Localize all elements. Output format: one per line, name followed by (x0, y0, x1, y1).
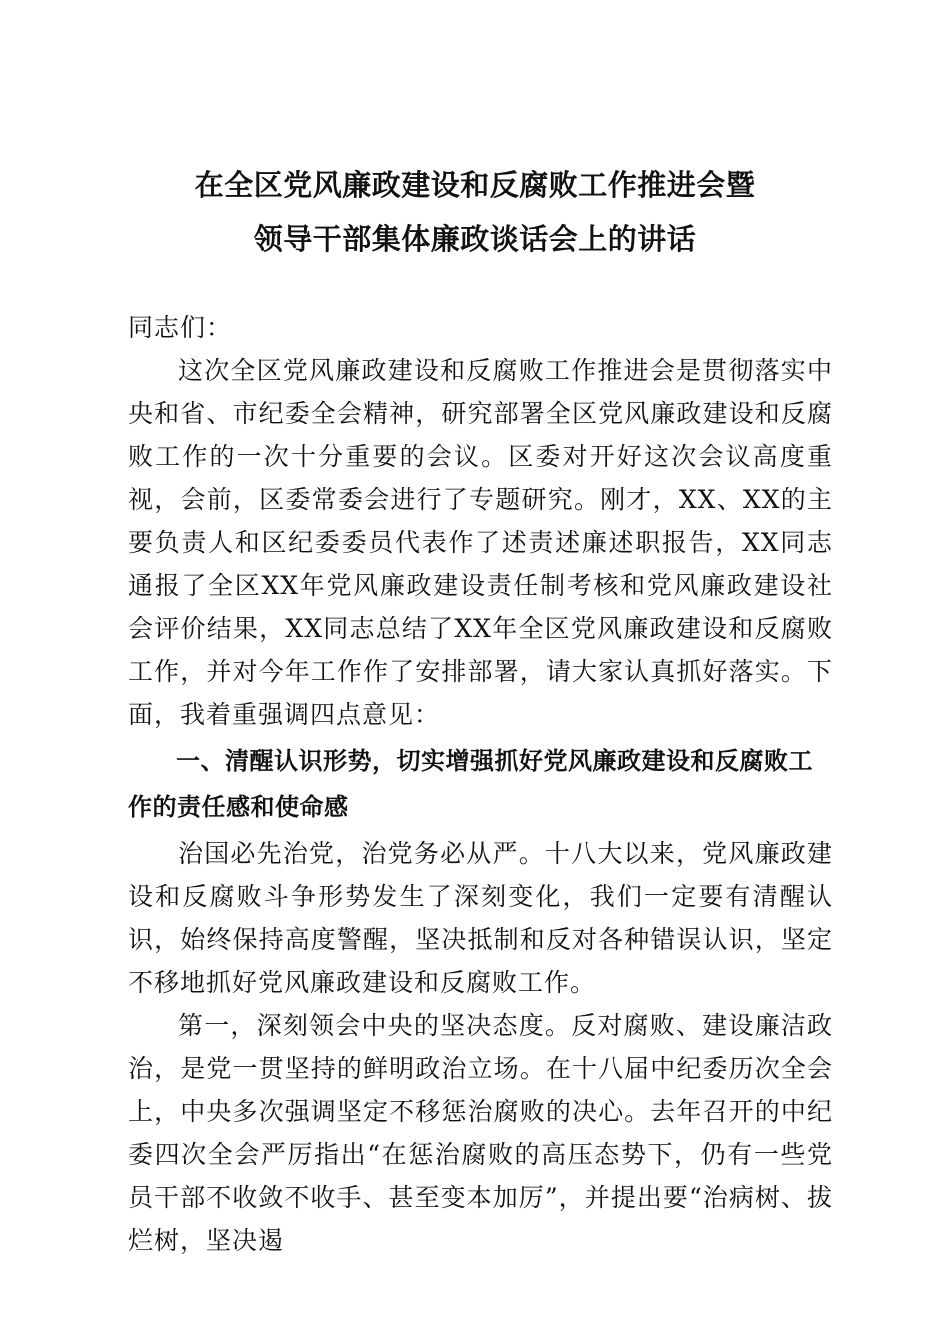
document-body (128, 306, 833, 1262)
intro-paragraph: 这次全区党风廉政建设和反腐败工作推进会是贯彻落实中央和省、市纪委全会精神，研究部署全区党风廉政建设和反腐败工作的一次十分重要的会议。区委对开好这次会议高度重视，会前，区委常委会进行了专题研究。刚才，XX、XX的主要负责人和区纪委委员代表作了述责述廉述职报告，XX同志通报了全区XX年党风廉政建设责任制考核和党风廉政建设社会评价结果，XX同志总结了XX年全区党风廉政建设和反腐败工作，并对今年工作作了安排部署，请大家认真抓好落实。下面，我着重强调四点意见： (128, 356, 833, 729)
section-heading: 一、清醒认识形势，切实增强抓好党风廉政建设和反腐败工作的责任感和使命感 (128, 747, 813, 821)
greeting: 同志们： (128, 313, 233, 342)
body-paragraph: 第一，深刻领会中央的坚决态度。反对腐败、建设廉洁政治，是党一贯坚持的鲜明政治立场。在十八届中纪委历次全会上，中央多次强调坚定不移惩治腐败的决心。去年召开的中纪委四次全会严厉指出“在惩治腐败的高压态势下，仍有一些党员干部不收敛不收手、甚至变本加厉”，并提出要“治病树、拔烂树，坚决遏 (128, 1011, 833, 1255)
body-paragraph: 治国必先治党，治党务必从严。十八大以来，党风廉政建设和反腐败斗争形势发生了深刻变化，我们一定要有清醒认识，始终保持高度警醒，坚决抵制和反对各种错误认识，坚定不移地抓好党风廉政建设和反腐败工作。 (128, 839, 833, 997)
document-title-line1: 在全区党风廉政建设和反腐败工作推进会暨 (194, 168, 756, 202)
document-title-line2: 领导干部集体廉政谈话会上的讲话 (253, 222, 697, 256)
